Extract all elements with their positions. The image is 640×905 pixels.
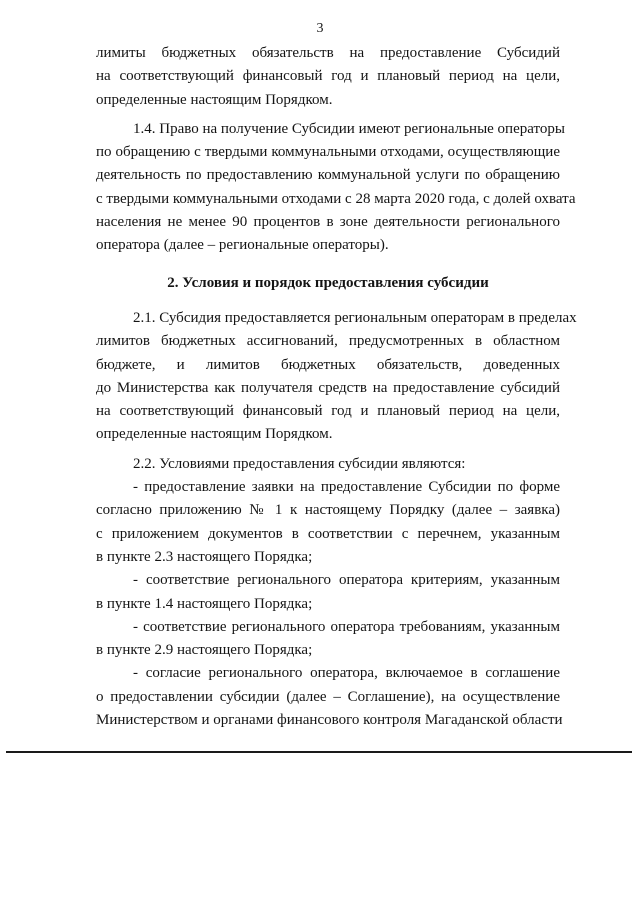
footer-divider bbox=[6, 751, 632, 753]
text-line: Министерством и органами финансового контроля Магаданской области bbox=[96, 712, 563, 729]
paragraph-continuation bbox=[96, 42, 560, 112]
paragraph-2-1 bbox=[96, 307, 577, 447]
text-line: оператора (далее – региональные операторы). bbox=[96, 237, 389, 254]
text-line: в пункте 2.9 настоящего Порядка; bbox=[96, 642, 313, 659]
text-line: населения не менее 90 процентов в зоне деятельности регионального bbox=[96, 214, 560, 231]
text-line: бюджете, и лимитов бюджетных обязательств, доведенных bbox=[96, 356, 560, 373]
text-line: - соответствие регионального оператора требованиям, указанным bbox=[133, 618, 560, 635]
list-item bbox=[96, 662, 563, 732]
text-line: лимитов бюджетных ассигнований, предусмотренных в областном bbox=[96, 333, 560, 350]
text-line: 2.1. Субсидия предоставляется региональным операторам в пределах bbox=[133, 309, 577, 326]
text-line: лимиты бюджетных обязательств на предоставление Субсидий bbox=[96, 45, 560, 61]
paragraph-2-2 bbox=[96, 453, 560, 476]
text-line: 1.4. Право на получение Субсидии имеют региональные операторы bbox=[133, 120, 565, 137]
text-line: о предоставлении субсидии (далее – Соглашение), на осуществление bbox=[96, 688, 560, 705]
text-line: определенные настоящим Порядком. bbox=[96, 426, 333, 443]
text-line: 2.2. Условиями предоставления субсидии являются: bbox=[133, 455, 466, 472]
text-line: на соответствующий финансовый год и плановый период на цели, bbox=[96, 68, 560, 85]
text-line: с твердыми коммунальными отходами с 28 марта 2020 года, с долей охвата bbox=[96, 190, 576, 207]
list-item bbox=[96, 476, 560, 569]
text-line: на соответствующий финансовый год и плановый период на цели, bbox=[96, 403, 560, 420]
text-line: по обращению с твердыми коммунальными отходами, осуществляющие bbox=[96, 144, 560, 161]
text-line: в пункте 2.3 настоящего Порядка; bbox=[96, 548, 313, 565]
paragraph-1-4 bbox=[96, 118, 576, 258]
list-item bbox=[96, 616, 560, 663]
page-number: 3 bbox=[316, 21, 324, 36]
section-heading: 2. Условия и порядок предоставления субсидии bbox=[167, 274, 489, 291]
list-item bbox=[96, 569, 560, 616]
text-line: согласно приложению № 1 к настоящему Порядку (далее – заявка) bbox=[96, 502, 560, 519]
text-line: в пункте 1.4 настоящего Порядка; bbox=[96, 595, 313, 612]
document-body bbox=[96, 42, 577, 732]
text-line: до Министерства как получателя средств на предоставление субсидий bbox=[96, 379, 560, 396]
text-line: с приложением документов в соответствии с перечнем, указанным bbox=[96, 525, 560, 542]
text-line: деятельность по предоставлению коммунальной услуги по обращению bbox=[96, 167, 560, 184]
text-line: определенные настоящим Порядком. bbox=[96, 91, 333, 108]
text-line: - предоставление заявки на предоставление Субсидии по форме bbox=[133, 479, 560, 496]
text-line: - соответствие регионального оператора критериям, указанным bbox=[133, 572, 560, 589]
text-line: - согласие регионального оператора, включаемое в соглашение bbox=[133, 665, 560, 682]
